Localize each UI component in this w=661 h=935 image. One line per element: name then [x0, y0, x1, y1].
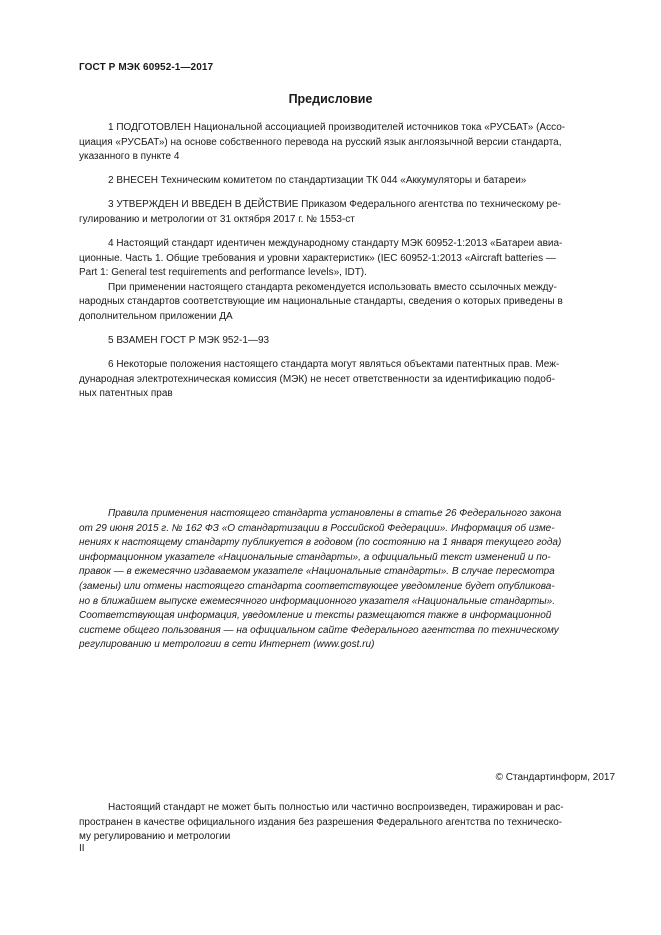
standard-code-header: ГОСТ Р МЭК 60952-1—2017: [79, 62, 214, 73]
foreword-item-1-text: 1 ПОДГОТОВЛЕН Национальной ассоциацией производителей источников тока «РУСБАТ» (Ассо- циация «РУСБАТ») на основе собственного перевода на русский язык англоязычной версии стандарта, указанного в пункте 4: [79, 122, 566, 162]
foreword-item-4-note: При применении настоящего стандарта рекомендуется использовать вместо ссылочных между- народных стандартов соответствующие им национальные стандарты, сведения о которых приведены в дополнительном приложении ДА: [79, 281, 563, 322]
foreword-item-1: [79, 121, 615, 165]
foreword-item-6-text: 6 Некоторые положения настоящего стандарта могут являться объектами патентных прав. Меж- дународная электротехническая комиссия (МЭК) не несет ответственности за идентификацию подоб- ных патентных прав: [79, 359, 560, 399]
foreword-item-4-text: 4 Настоящий стандарт идентичен международному стандарту МЭК 60952-1:2013 «Батареи авиа- ционные. Часть 1. Общие требования и уровни характеристик» (IEC 60952-1:2013 «Aircraft batteries — Part 1: General test requirements and performance levels», IDT).: [79, 238, 563, 278]
application-rules-notice: Правила применения настоящего стандарта установлены в статье 26 Федерального закона от 29 июня 2015 г. № 162 ФЗ «О стандартизации в Российской Федерации». Информация об изме- нениях к настоящему стандарту публикуется в годовом (по состоянию на 1 января текущего года) информационном указателе «Национальные стандарты», а официальный текст изменений и по- правок — в ежемесячно издаваемом указателе «Национальные стандарты». В случае пересмотра (замены) или отмены настоящего стандарта соответствующее уведомление будет опубликова- но в ближайшем выпуске ежемесячного информационного указателя «Национальные стандарты». Соответствующая информация, уведомление и тексты размещаются также в информационной системе общего пользования — на официальном сайте Федерального агентства по техническому регулированию и метрологии в сети Интернет (www.gost.ru): [79, 508, 562, 651]
copyright-line: © Стандартинформ, 2017: [495, 772, 615, 783]
foreword-item-6: [79, 358, 615, 402]
foreword-item-2: [79, 174, 615, 189]
foreword-item-3: [79, 198, 615, 227]
foreword-item-5: [79, 334, 615, 349]
foreword-item-5-text: 5 ВЗАМЕН ГОСТ Р МЭК 952-1—93: [108, 335, 270, 346]
foreword-item-3-text: 3 УТВЕРЖДЕН И ВВЕДЕН В ДЕЙСТВИЕ Приказом Федерального агентства по техническому ре- гулированию и метрологии от 31 октября 2017 г. № 1553-ст: [79, 199, 561, 225]
page-title: Предисловие: [288, 92, 373, 106]
foreword-item-2-text: 2 ВНЕСЕН Техническим комитетом по стандартизации ТК 044 «Аккумуляторы и батареи»: [108, 175, 527, 186]
reproduction-rights-notice: Настоящий стандарт не может быть полностью или частично воспроизведен, тиражирован и рас- пространен в качестве официального издания без разрешения Федерального агентства по техническо- му регулированию и метрологии: [79, 802, 564, 842]
page-number: II: [79, 843, 85, 854]
foreword-item-4: [79, 237, 615, 324]
